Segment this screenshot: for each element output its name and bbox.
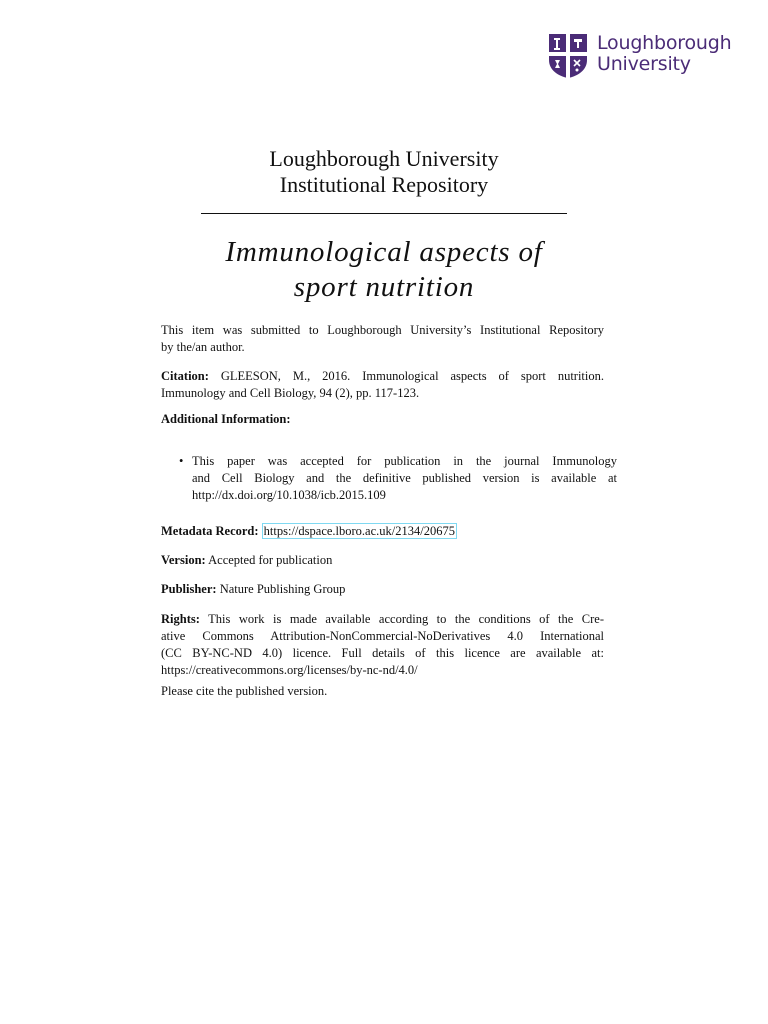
university-logo bbox=[548, 33, 731, 79]
metadata-label: Metadata Record: bbox=[161, 524, 259, 538]
cite-note: Please cite the published version. bbox=[161, 684, 328, 698]
citation-block bbox=[161, 368, 604, 402]
metadata-record-link[interactable]: https://dspace.lboro.ac.uk/2134/20675 bbox=[263, 524, 455, 538]
version-value: Accepted for publication bbox=[208, 553, 333, 567]
logo-line-1: Loughborough bbox=[597, 32, 732, 54]
publisher-value: Nature Publishing Group bbox=[219, 582, 346, 596]
rights-line-2: ative Commons Attribution-NonCommercial-NoDerivatives 4.0 International bbox=[161, 629, 604, 643]
university-crest-icon bbox=[548, 33, 588, 79]
additional-info-label: Additional Information: bbox=[161, 412, 291, 426]
header-divider bbox=[201, 213, 567, 214]
logo-wordmark bbox=[597, 33, 731, 75]
additional-info-block bbox=[161, 411, 604, 428]
rights-label: Rights: bbox=[161, 612, 200, 626]
publisher-block bbox=[161, 581, 604, 598]
title-line-2: sport nutrition bbox=[293, 271, 475, 303]
citation-line-2: Immunology and Cell Biology, 94 (2), pp. 117-123. bbox=[161, 386, 420, 400]
repository-header bbox=[0, 146, 768, 198]
header-line-2: Institutional Repository bbox=[279, 172, 489, 197]
rights-block bbox=[161, 611, 604, 679]
bullet-line-3: http://dx.doi.org/10.1038/icb.2015.109 bbox=[192, 488, 386, 502]
citation-label: Citation: bbox=[161, 369, 209, 383]
additional-info-bullet bbox=[179, 453, 617, 504]
submission-line-2: by the/an author. bbox=[161, 340, 245, 354]
bullet-line-1: • This paper was accepted for publication in the journal Immunology bbox=[192, 454, 617, 468]
logo-line-2: University bbox=[597, 53, 691, 75]
citation-line-1: GLEESON, M., 2016. Immunological aspects of sport nutrition. bbox=[220, 369, 604, 383]
submission-notice bbox=[161, 322, 604, 356]
paper-title bbox=[0, 235, 768, 305]
cite-note-block bbox=[161, 683, 604, 700]
publisher-label: Publisher: bbox=[161, 582, 217, 596]
version-label: Version: bbox=[161, 553, 206, 567]
submission-line-1: This item was submitted to Loughborough University’s Institutional Repository bbox=[161, 323, 604, 337]
rights-line-1: This work is made available according to the conditions of the Cre- bbox=[208, 612, 604, 626]
bullet-line-2: and Cell Biology and the definitive published version is available at bbox=[192, 471, 617, 485]
header-line-1: Loughborough University bbox=[269, 146, 499, 171]
title-line-1: Immunological aspects of bbox=[225, 236, 543, 268]
rights-line-4: https://creativecommons.org/licenses/by-nc-nd/4.0/ bbox=[161, 663, 418, 677]
rights-line-3: (CC BY-NC-ND 4.0) licence. Full details of this licence are available at: bbox=[161, 646, 604, 660]
version-block bbox=[161, 552, 604, 569]
metadata-record-block bbox=[161, 523, 604, 540]
